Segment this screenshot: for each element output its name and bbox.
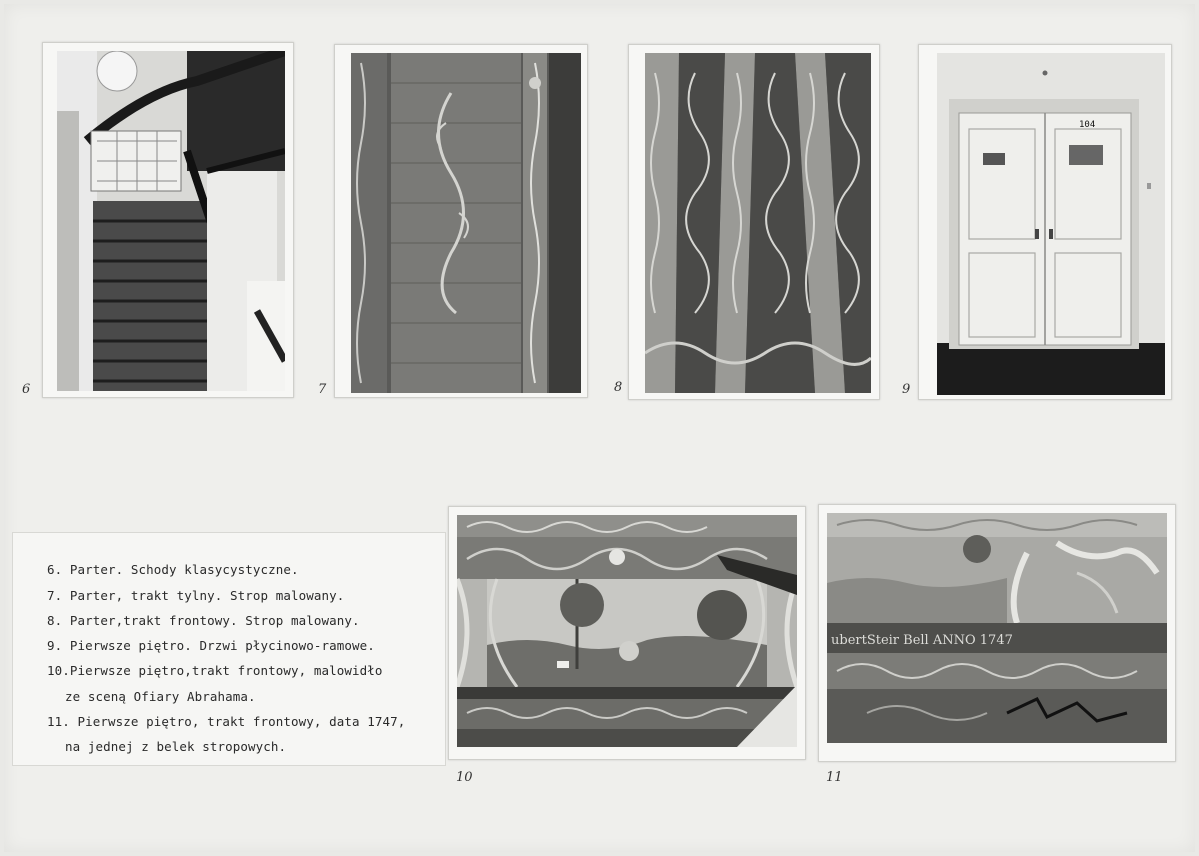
photo-9-panelled-door (918, 44, 1172, 400)
caption-9: 9. Pierwsze piętro. Drzwi płycinowo-ramowe. (47, 638, 375, 653)
album-page (4, 4, 1195, 852)
photo-number-6: 6 (22, 382, 31, 397)
caption-11: 11. Pierwsze piętro, trakt frontowy, data 1747, (47, 714, 406, 729)
photo-number-7: 7 (318, 382, 327, 397)
caption-8: 8. Parter,trakt frontowy. Strop malowany. (47, 613, 360, 628)
abraham-painting-image (457, 515, 797, 747)
caption-6: 6. Parter. Schody klasycystyczne. (47, 562, 299, 577)
photo-number-11: 11 (826, 770, 843, 785)
caption-10-cont: ze sceną Ofiary Abrahama. (65, 689, 256, 704)
photo-number-9: 9 (902, 382, 911, 397)
caption-7: 7. Parter, trakt tylny. Strop malowany. (47, 588, 345, 603)
photo-11-dated-beam (818, 504, 1176, 762)
caption-11-cont: na jednej z belek stropowych. (65, 739, 287, 754)
photo-7-painted-ceiling (334, 44, 588, 398)
ceiling-ornament-image (645, 53, 871, 393)
door-number: 104 (1079, 120, 1096, 130)
dated-beam-image (827, 513, 1167, 743)
caption-card (12, 532, 446, 766)
staircase-image (57, 51, 285, 391)
photo-10-abraham-painting (448, 506, 806, 760)
door-image (937, 53, 1165, 395)
photo-8-painted-ceiling-frontal (628, 44, 880, 400)
beam-inscription: ubertSteir Bell ANNO 1747 (831, 633, 1013, 648)
ceiling-image (351, 53, 581, 393)
photo-number-10: 10 (456, 770, 473, 785)
photo-6-staircase (42, 42, 294, 398)
caption-10: 10.Pierwsze piętro,trakt frontowy, malowidło (47, 663, 383, 678)
photo-number-8: 8 (614, 380, 623, 395)
